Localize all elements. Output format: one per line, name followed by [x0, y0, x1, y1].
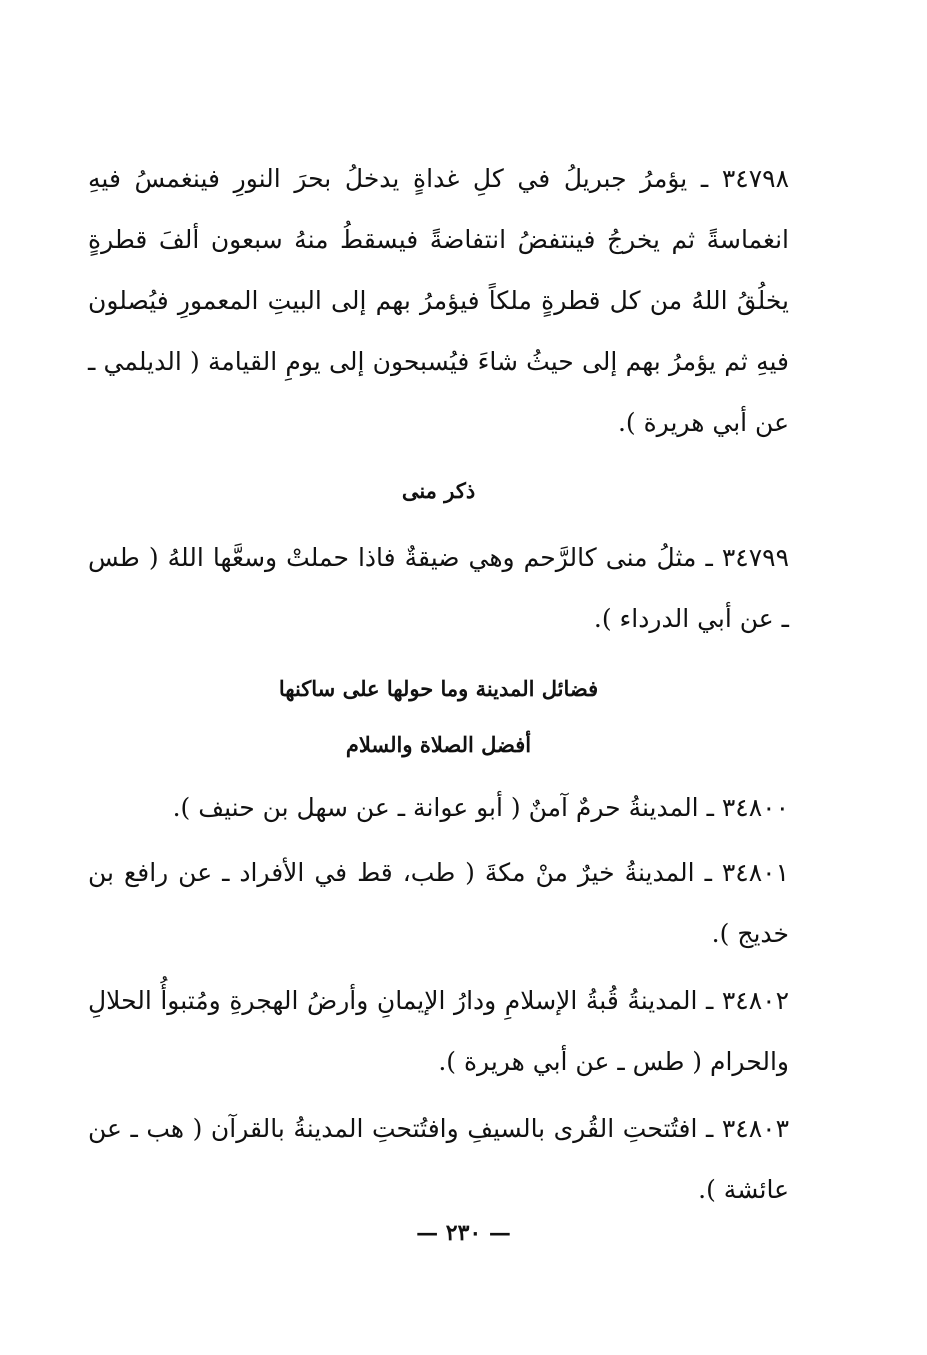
- hadith-34798: ٣٤٧٩٨ ـ يؤمرُ جبريلُ في كلِ غداةٍ يدخلُ بحرَ النورِ فينغمسُ فيهِ انغماسةً ثم يخرجُ فينتفضُ انتفاضةً فيسقطُ منهُ سبعون ألفَ قطرةٍ يخلُقُ اللهُ من كل قطرةٍ ملكاً فيؤمرُ بهم إلى البيتِ المعمورِ فيُصلون فيهِ ثم يؤمرُ بهم إلى حيثُ شاءَ فيُسبحون إلى يومِ القيامة ( الديلمي ـ عن أبي هريرة ).: [88, 164, 789, 437]
- hadith-34802: ٣٤٨٠٢ ـ المدينةُ قُبةُ الإسلامِ ودارُ الإيمانِ وأرضُ الهجرةِ ومُتبوأُ الحلالِ والحرام ( طس ـ عن أبي هريرة ).: [88, 986, 789, 1076]
- section-heading-madina-line2: أفضل الصلاة والسلام: [345, 732, 532, 757]
- section-heading-madina-line1: فضائل المدينة وما حولها على ساكنها: [278, 676, 599, 701]
- page-number: — ٢٣٠ —: [416, 1220, 511, 1246]
- section-heading-mina: ذكر منى: [401, 478, 476, 503]
- hadith-34800: ٣٤٨٠٠ ـ المدينةُ حرمٌ آمنٌ ( أبو عوانة ـ عن سهل بن حنيف ).: [172, 793, 789, 822]
- hadith-34799: ٣٤٧٩٩ ـ مثلُ منى كالرَّحم وهي ضيقةٌ فاذا حملتْ وسعَّها اللهُ ( طس ـ عن أبي الدرداء ).: [88, 543, 789, 633]
- hadith-34801: ٣٤٨٠١ ـ المدينةُ خيرٌ منْ مكةَ ( طب، قط في الأفراد ـ عن رافع بن خديج ).: [88, 858, 789, 948]
- hadith-34803: ٣٤٨٠٣ ـ افتُتحتِ القُرى بالسيفِ وافتُتحتِ المدينةُ بالقرآن ( هب ـ عن عائشة ).: [88, 1114, 789, 1204]
